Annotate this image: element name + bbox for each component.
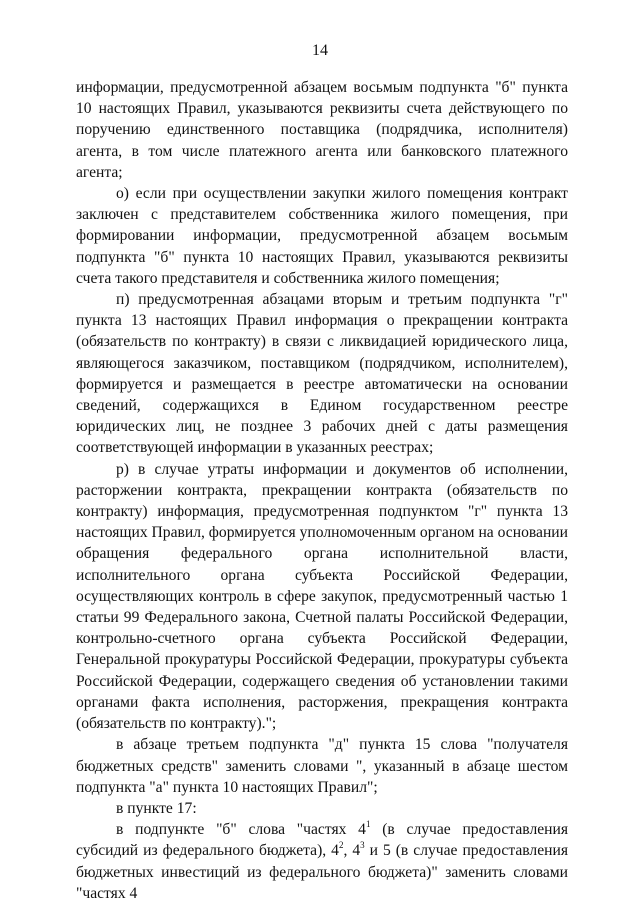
text-fragment: , 4 [343,842,361,860]
paragraph-p: п) предусмотренная абзацами вторым и третьим подпункта "г" пункта 13 настоящих Правил информация о прекращении контракта (обязательств по контракту) в связи с ликвидацией юридического лица, являющегося заказчиком, поставщиком (подрядчиком, исполнителем), формируется и размещается в реестре автоматически на основании сведений, содержащихся в Едином государственном реестре юридических лиц, не позднее 3 рабочих дней с даты размещения соответствующей информации в указанных реестрах; [76,291,568,457]
text-fragment: (в случае предоставления субсидий из федерального бюджета), 4 [76,821,569,860]
paragraph-continuation: информации, предусмотренной абзацем восьмым подпункта "б" пункта 10 настоящих Правил, указываются реквизиты счета действующего по поручению единственного поставщика (подрядчика, исполнителя) агента, в том числе платежного агента или банковского платежного агента; [76,79,568,181]
text-fragment: в подпункте "б" слова "частях 4 [116,821,366,839]
paragraph-item-15: в абзаце третьем подпункта "д" пункта 15 слова "получателя бюджетных средств" заменить словами ", указанный в абзаце шестом подпункта "а" пункта 10 настоящих Правил"; [76,736,568,796]
superscript: 1 [365,818,371,829]
superscript: 3 [360,840,365,851]
text-fragment: и 5 (в случае предоставления бюджетных инвестиций из федерального бюджета)" заменить словами "частях 4 [76,842,568,902]
document-body [76,77,568,904]
superscript: 2 [338,840,344,851]
paragraph-item-17: в пункте 17: [116,799,197,817]
paragraph-r: р) в случае утраты информации и документов об исполнении, расторжении контракта, прекращении контракта (обязательств по контракту) информация, предусмотренная подпунктом "г" пункта 13 настоящих Правил, формируется уполномоченным органом на основании обращения федерального органа исполнительной власти, исполнительного органа субъекта Российской Федерации, осуществляющих контроль в сфере закупок, предусмотренный частью 1 статьи 99 Федерального закона, Счетной палаты Российской Федерации, контрольно-счетного органа субъекта Российской Федерации, Генеральной прокуратуры Российской Федерации, прокуратуры субъекта Российской Федерации, содержащего сведения об установлении такими органами факта исполнения, расторжения, прекращения контракта (обязательств по контракту)."; [76,460,568,733]
page-number: 14 [312,42,328,59]
paragraph-subitem-b [76,819,568,904]
paragraph-o: о) если при осуществлении закупки жилого помещения контракт заключен с представителем собственника жилого помещения, при формировании информации, предусмотренной абзацем восьмым подпункта "б" пункта 10 настоящих Правил, указываются реквизиты счета такого представителя и собственника жилого помещения; [76,185,568,287]
